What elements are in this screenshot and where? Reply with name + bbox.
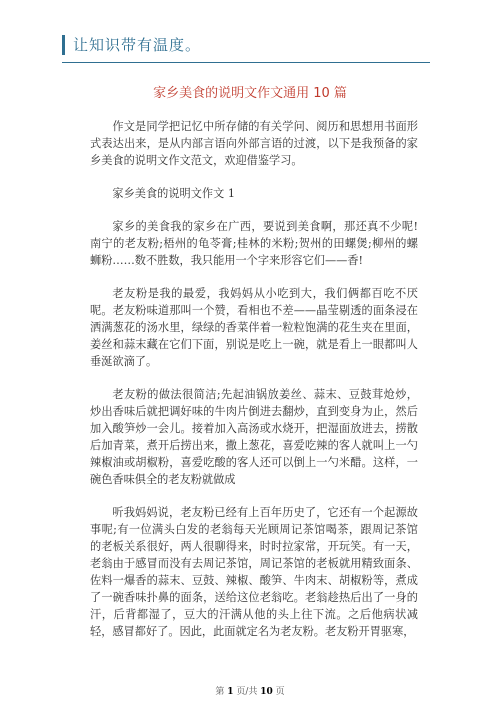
paragraph: 家乡的美食我的家乡在广西，要说到美食啊，那还真不少呢!南宁的老友粉;梧州的龟苓膏;桂林的米粉;贺州的田螺煲;柳州的螺蛳粉……数不胜数，我只能用一个字来形容它们——香!	[90, 220, 418, 267]
header-slogan: 让知识带有温度。	[73, 36, 202, 54]
paragraph: 老友粉的做法很简洁;先起油锅放姜丝、蒜末、豆鼓茸炝炒，炒出香味后就把调好味的牛肉片倒进去翻炒，直到变身为止，然后加入酸笋炒一会儿。接着加入高汤或水烧开，把湿面放进去，捞散后加青菜，煮开后捞出来，撒上葱花，喜爱吃辣的客人就叫上一勺辣椒油或胡椒粉，喜爱吃酸的客人还可以倒上一勺米醋。这样，一碗色香味俱全的老友粉就做成	[90, 388, 418, 486]
paragraph: 老友粉是我的最爱，我妈妈从小吃到大，我们俩都百吃不厌呢。老友粉味道那叫一个赞，看相也不差——晶莹剔透的面条浸在洒满葱花的汤水里，绿绿的香菜伴着一粒粒饱满的花生夹在里面，姜丝和蒜末藏在它们下面，别说是吃上一碗，就是看上一眼都叫人垂涎欲滴了。	[90, 287, 418, 368]
footer-suffix: 页	[275, 687, 285, 697]
document-title: 家乡美食的说明文作文通用 10 篇	[153, 86, 347, 101]
banner-accent-bar	[62, 35, 65, 55]
footer-mid: 页/共	[236, 687, 258, 697]
page-footer	[0, 684, 500, 697]
header-divider	[62, 62, 430, 63]
paragraph-intro: 作文是同学把记忆中所存储的有关学问、阅历和思想用书面形式表达出来，是从内部言语向外部言语的过渡，以下是我预备的家乡美食的说明文作文范文，欢迎借鉴学习。	[90, 120, 418, 167]
document-body	[90, 118, 418, 656]
section-heading: 家乡美食的说明文作文 1	[112, 187, 235, 200]
paragraph: 听我妈妈说，老友粉已经有上百年历史了，它还有一个起源故事呢;有一位满头白发的老翁每天光顾周记茶馆喝茶，跟周记茶馆的老板关系很好，两人很聊得来，时时拉家常，开玩笑。有一天，老翁由于感冒而没有去周记茶馆，周记茶馆的老板就用精致面条、佐料一爆香的蒜末、豆鼓、辣椒、酸笋、牛肉末、胡椒粉等，煮成了一碗香味扑鼻的面条，送给这位老翁吃。老翁趁热后出了一身的汗，后背都湿了，豆大的汗满从他的头上往下流。之后他病状减轻，感冒都好了。因此，此面就定名为老友粉。老友粉开胃驱寒，	[90, 506, 418, 638]
footer-prefix: 第	[215, 687, 225, 697]
footer-page-number: 1	[227, 687, 234, 697]
footer-total-pages: 10	[260, 687, 273, 697]
header-banner	[62, 34, 201, 55]
